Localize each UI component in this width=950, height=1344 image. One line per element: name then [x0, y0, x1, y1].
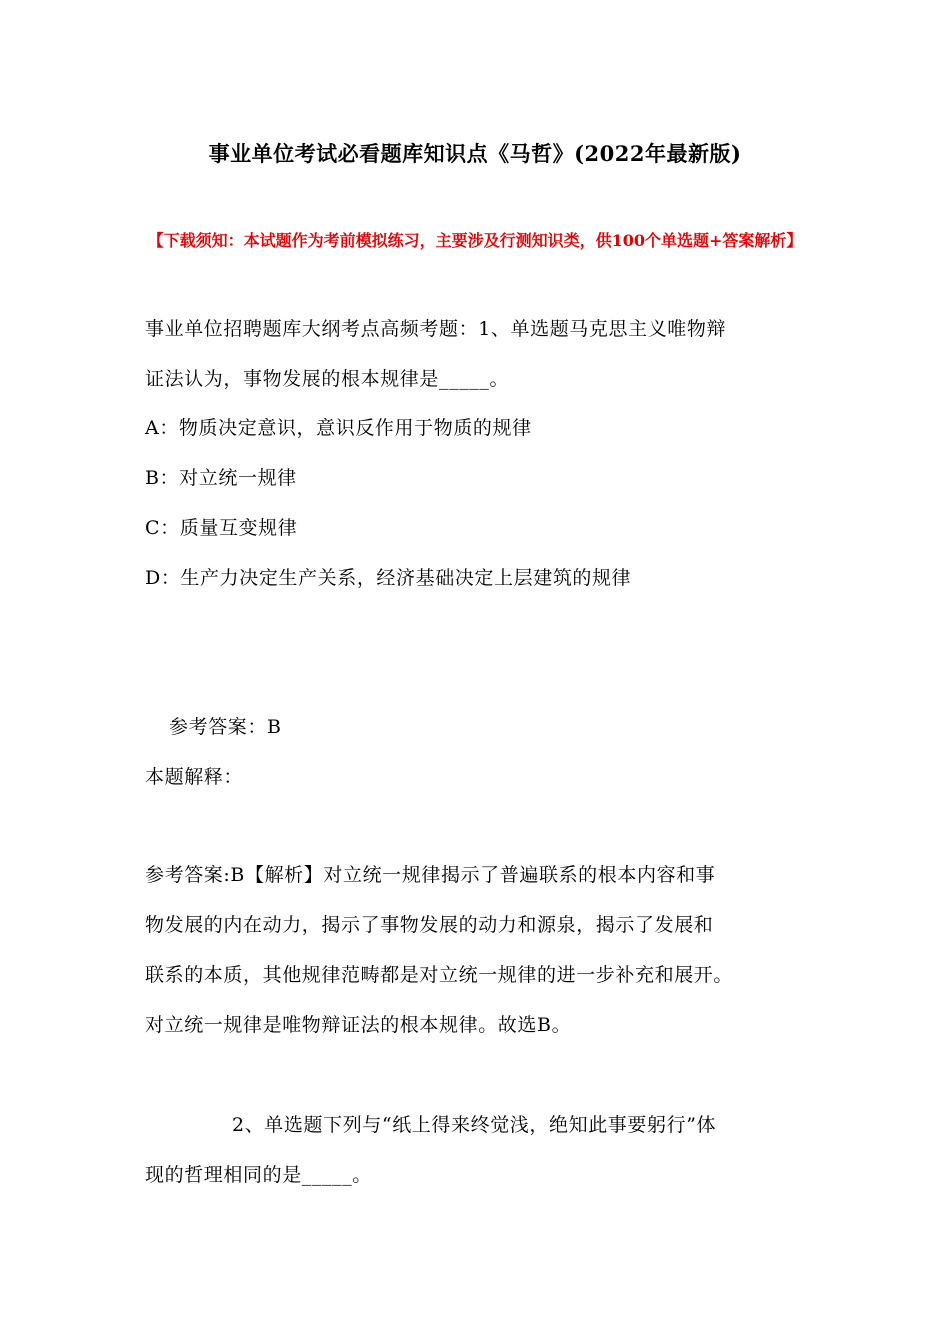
question-1-text-line-2: 证法认为，事物发展的根本规律是_____。	[145, 368, 510, 390]
explanation-line-2: 物发展的内在动力，揭示了事物发展的动力和源泉，揭示了发展和	[145, 914, 714, 936]
question-1-text-line-1: 事业单位招聘题库大纲考点高频考题：1、单选题马克思主义唯物辩	[145, 318, 727, 340]
explanation-line-1: 参考答案:B【解析】对立统一规律揭示了普遍联系的根本内容和事	[145, 864, 716, 886]
option-a: A：物质决定意识，意识反作用于物质的规律	[145, 417, 532, 439]
reference-answer: 参考答案：B	[169, 716, 282, 738]
option-d: D：生产力决定生产关系，经济基础决定上层建筑的规律	[145, 567, 632, 589]
download-notice: 【下载须知：本试题作为考前模拟练习，主要涉及行测知识类，供100个单选题+答案解析】	[147, 231, 803, 250]
explanation-line-3: 联系的本质，其他规律范畴都是对立统一规律的进一步补充和展开。	[145, 964, 734, 986]
page-title: 事业单位考试必看题库知识点《马哲》(2022年最新版)	[208, 141, 742, 166]
option-c: C：质量互变规律	[145, 517, 298, 539]
question-2-text-line-2: 现的哲理相同的是_____。	[145, 1164, 372, 1186]
explanation-label: 本题解释：	[145, 766, 244, 788]
explanation-line-4: 对立统一规律是唯物辩证法的根本规律。故选B。	[145, 1014, 572, 1036]
option-b: B：对立统一规律	[145, 467, 297, 489]
question-2-text-line-1: 2、单选题下列与“纸上得来终觉浅，绝知此事要躬行”体	[232, 1114, 717, 1136]
